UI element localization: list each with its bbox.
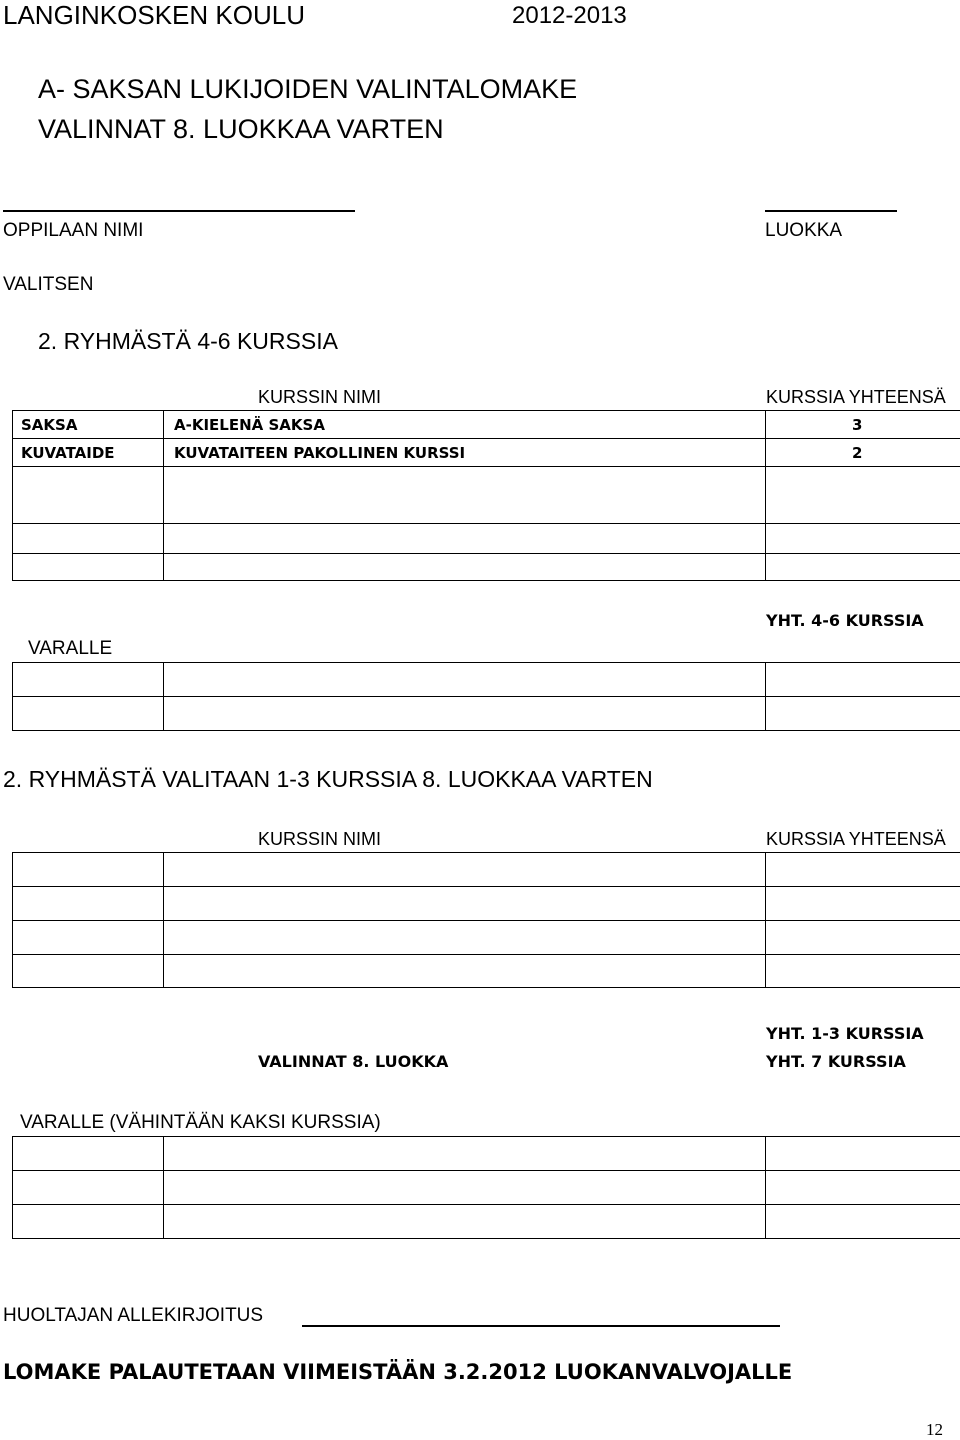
section2-col-total: KURSSIA YHTEENSÄ [766, 829, 946, 849]
table-row [13, 411, 960, 439]
section2-reserve-label: VARALLE (VÄHINTÄÄN KAKSI KURSSIA) [20, 1112, 381, 1133]
reserve-count-cell[interactable] [766, 1137, 960, 1171]
page-number: 12 [926, 1420, 943, 1439]
course-cell[interactable]: KUVATAITEEN PAKOLLINEN KURSSI [164, 439, 766, 467]
school-year: 2012-2013 [512, 2, 627, 29]
student-name-line[interactable] [3, 210, 355, 212]
class-label: LUOKKA [765, 220, 843, 241]
count-cell[interactable] [766, 921, 960, 955]
form-title: A- SAKSAN LUKIJOIDEN VALINTALOMAKE [38, 74, 578, 104]
subject-cell[interactable]: SAKSA [13, 411, 164, 439]
section1-table [12, 410, 960, 581]
section1-total-label: YHT. 4-6 KURSSIA [766, 611, 924, 630]
count-cell[interactable] [766, 853, 960, 887]
subject-cell[interactable] [13, 955, 164, 988]
section1-reserve-table [12, 662, 960, 731]
table-row [13, 439, 960, 467]
section2-total-label-2: YHT. 7 KURSSIA [766, 1052, 906, 1071]
table-row [13, 921, 960, 955]
count-cell[interactable] [766, 955, 960, 988]
student-name-label: OPPILAAN NIMI [3, 220, 144, 241]
form-subtitle: VALINNAT 8. LUOKKAA VARTEN [38, 114, 444, 144]
reserve-count-cell[interactable] [766, 1205, 960, 1239]
reserve-subject-cell[interactable] [13, 663, 164, 697]
table-row [13, 554, 960, 581]
reserve-count-cell[interactable] [766, 1171, 960, 1205]
table-row [13, 663, 960, 697]
subject-cell[interactable] [13, 887, 164, 921]
reserve-course-cell[interactable] [164, 1205, 766, 1239]
table-row [13, 887, 960, 921]
section2-table [12, 852, 960, 988]
count-cell[interactable] [766, 524, 960, 554]
section2-total-label-1: YHT. 1-3 KURSSIA [766, 1024, 924, 1043]
course-cell[interactable] [164, 853, 766, 887]
subject-cell[interactable] [13, 921, 164, 955]
table-row [13, 524, 960, 554]
course-cell[interactable] [164, 921, 766, 955]
section1-col-total: KURSSIA YHTEENSÄ [766, 387, 946, 407]
table-row [13, 697, 960, 731]
count-cell[interactable]: 2 [766, 439, 960, 467]
school-name: LANGINKOSKEN KOULU [3, 0, 305, 30]
deadline-notice: LOMAKE PALAUTETAAN VIIMEISTÄÄN 3.2.2012 LUOKANVALVOJALLE [3, 1360, 793, 1384]
subject-cell[interactable] [13, 554, 164, 581]
course-cell[interactable] [164, 467, 766, 524]
reserve-course-cell[interactable] [164, 663, 766, 697]
table-row [13, 1137, 960, 1171]
course-cell[interactable]: A-KIELENÄ SAKSA [164, 411, 766, 439]
choose-label: VALITSEN [3, 274, 94, 295]
reserve-subject-cell[interactable] [13, 1171, 164, 1205]
subject-cell[interactable] [13, 467, 164, 524]
reserve-subject-cell[interactable] [13, 697, 164, 731]
signature-line[interactable] [302, 1325, 780, 1327]
subject-cell[interactable] [13, 524, 164, 554]
table-row [13, 1171, 960, 1205]
reserve-course-cell[interactable] [164, 697, 766, 731]
section2-choices-label: VALINNAT 8. LUOKKA [258, 1052, 449, 1071]
course-cell[interactable] [164, 524, 766, 554]
count-cell[interactable]: 3 [766, 411, 960, 439]
subject-cell[interactable]: KUVATAIDE [13, 439, 164, 467]
signature-label: HUOLTAJAN ALLEKIRJOITUS [3, 1305, 264, 1326]
subject-cell[interactable] [13, 853, 164, 887]
section2-reserve-table [12, 1136, 960, 1239]
count-cell[interactable] [766, 887, 960, 921]
course-cell[interactable] [164, 955, 766, 988]
table-row [13, 1205, 960, 1239]
class-line[interactable] [765, 210, 897, 212]
course-cell[interactable] [164, 887, 766, 921]
section1-reserve-label: VARALLE [28, 638, 113, 659]
table-row [13, 853, 960, 887]
table-row [13, 467, 960, 524]
reserve-course-cell[interactable] [164, 1171, 766, 1205]
course-cell[interactable] [164, 554, 766, 581]
section2-heading: 2. RYHMÄSTÄ VALITAAN 1-3 KURSSIA 8. LUOKKAA VARTEN [3, 766, 653, 792]
section2-col-course-name: KURSSIN NIMI [258, 829, 382, 849]
section1-heading: 2. RYHMÄSTÄ 4-6 KURSSIA [38, 328, 338, 354]
reserve-subject-cell[interactable] [13, 1137, 164, 1171]
reserve-count-cell[interactable] [766, 697, 960, 731]
reserve-count-cell[interactable] [766, 663, 960, 697]
count-cell[interactable] [766, 467, 960, 524]
table-row [13, 955, 960, 988]
reserve-subject-cell[interactable] [13, 1205, 164, 1239]
count-cell[interactable] [766, 554, 960, 581]
reserve-course-cell[interactable] [164, 1137, 766, 1171]
section1-col-course-name: KURSSIN NIMI [258, 387, 382, 407]
